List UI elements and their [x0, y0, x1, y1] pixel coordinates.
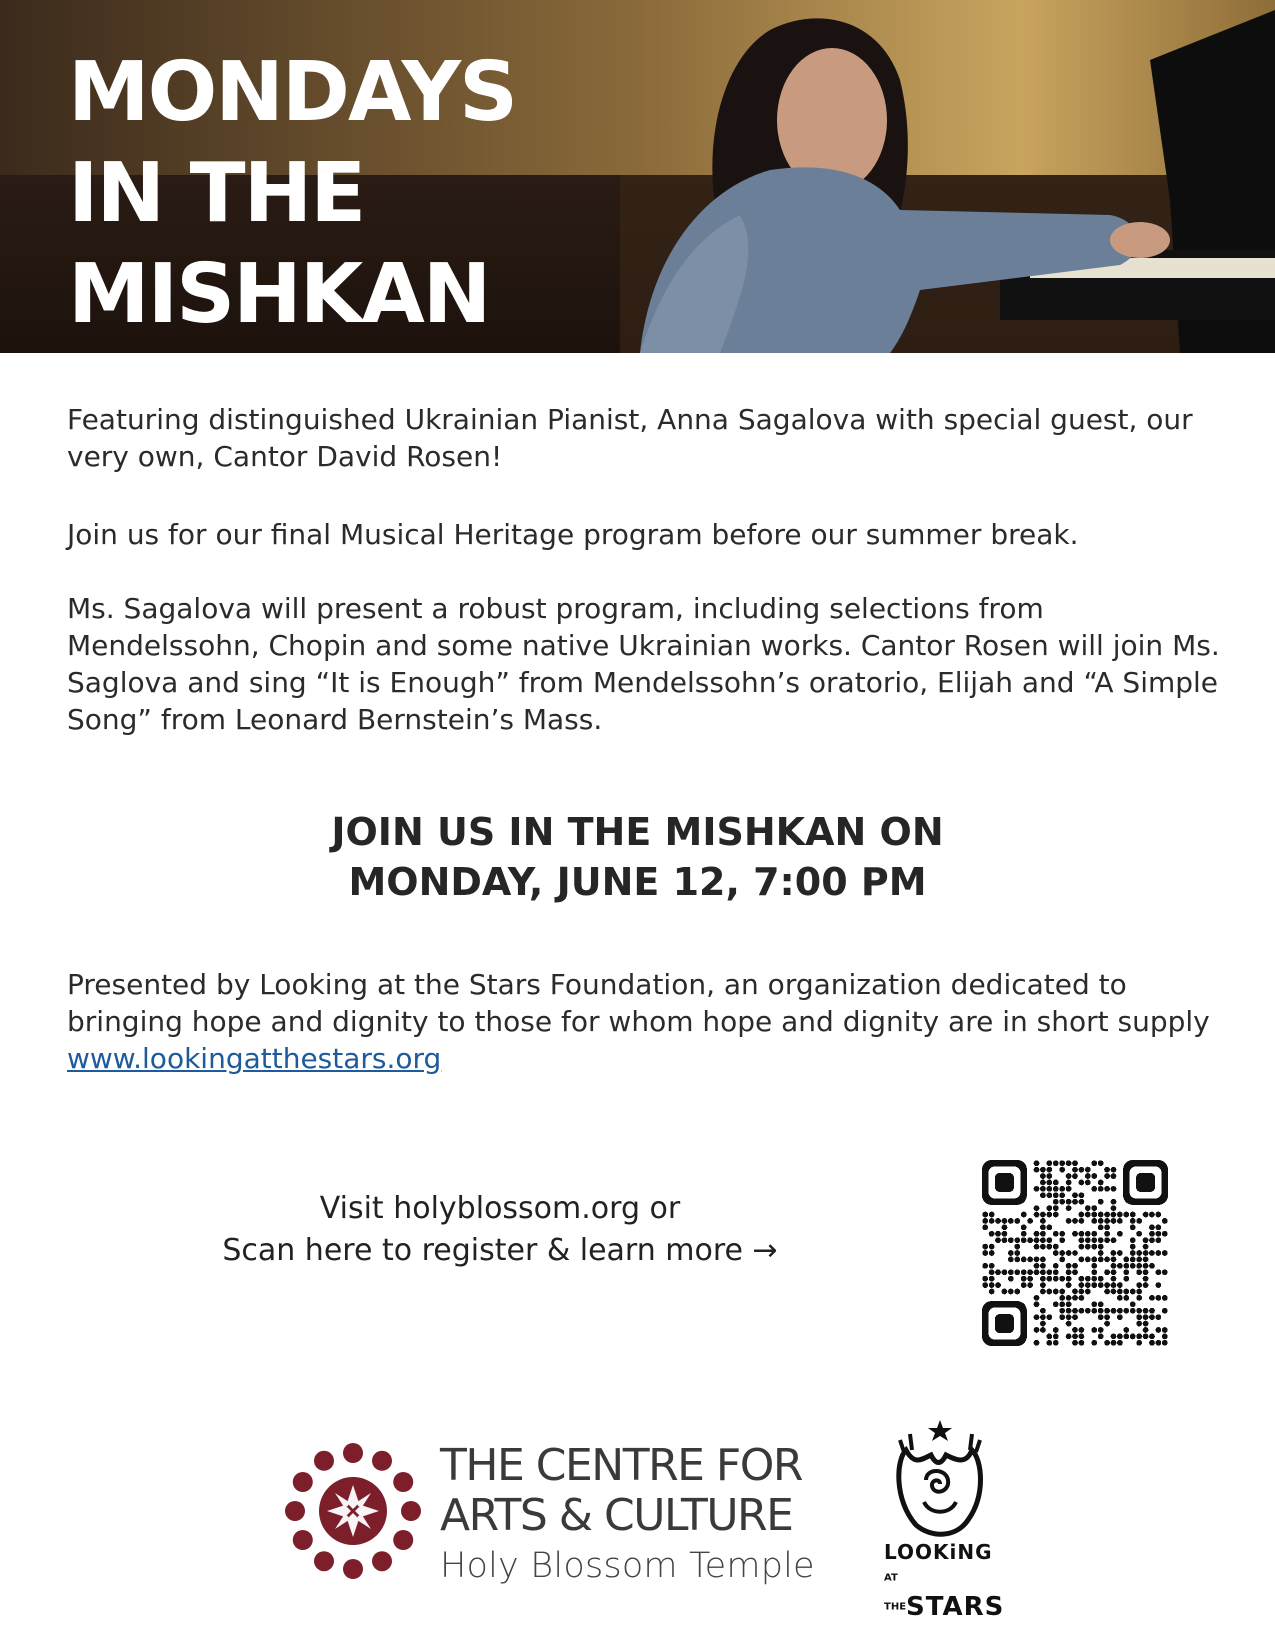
hero-banner	[0, 0, 1275, 353]
title-line-3: MISHKAN	[68, 247, 490, 342]
program-paragraph: Join us for our final Musical Heritage program before our summer break.	[67, 518, 1079, 551]
event-date-callout	[0, 807, 1275, 907]
looking-at-the-stars-wordmark	[884, 1540, 1004, 1621]
presenter-text: Presented by Looking at the Stars Foundation, an organization dedicated to bringing hope and dignity to those for whom hope and dignity are in short supply	[67, 968, 1210, 1038]
centre-for-arts-logo-icon	[278, 1436, 428, 1586]
event-title	[68, 42, 516, 345]
cta-line-1: JOIN US IN THE MISHKAN ON	[331, 810, 944, 854]
qr-code-icon[interactable]	[982, 1160, 1168, 1346]
intro-paragraph: Featuring distinguished Ukrainian Pianist, Anna Sagalova with special guest, our very own, Cantor David Rosen!	[67, 403, 1193, 473]
centre-for-arts-wordmark	[440, 1441, 815, 1591]
foundation-link[interactable]: www.lookingatthestars.org	[67, 1042, 442, 1075]
register-instructions	[200, 1188, 800, 1272]
lats-small: AT THE	[884, 1572, 907, 1612]
lats-line-2	[884, 1564, 1004, 1621]
lats-line-1: LOOKiNG	[884, 1540, 993, 1564]
scan-line: Scan here to register & learn more →	[222, 1233, 778, 1268]
lats-stars: STARS	[906, 1591, 1005, 1622]
cta-line-2: MONDAY, JUNE 12, 7:00 PM	[348, 860, 927, 904]
cfac-line-3: Holy Blossom Temple	[440, 1546, 815, 1586]
presenter-paragraph	[67, 966, 1227, 1077]
cfac-line-1: THE CENTRE FOR	[440, 1440, 802, 1491]
title-line-2: IN THE	[68, 146, 365, 241]
looking-at-the-stars-logo-icon	[886, 1420, 994, 1540]
title-line-1: MONDAYS	[68, 45, 517, 140]
cfac-line-2: ARTS & CULTURE	[440, 1490, 793, 1541]
repertoire-paragraph: Ms. Sagalova will present a robust program, including selections from Mendelssohn, Chopin and some native Ukrainian works. Cantor Rosen will join Ms. Saglova and sing “It is Enough” from Mendelssohn’s oratorio, Elijah and “A Simple Song” from Leonard Bernstein’s Mass.	[67, 592, 1220, 736]
visit-line: Visit holyblossom.org or	[319, 1191, 681, 1226]
